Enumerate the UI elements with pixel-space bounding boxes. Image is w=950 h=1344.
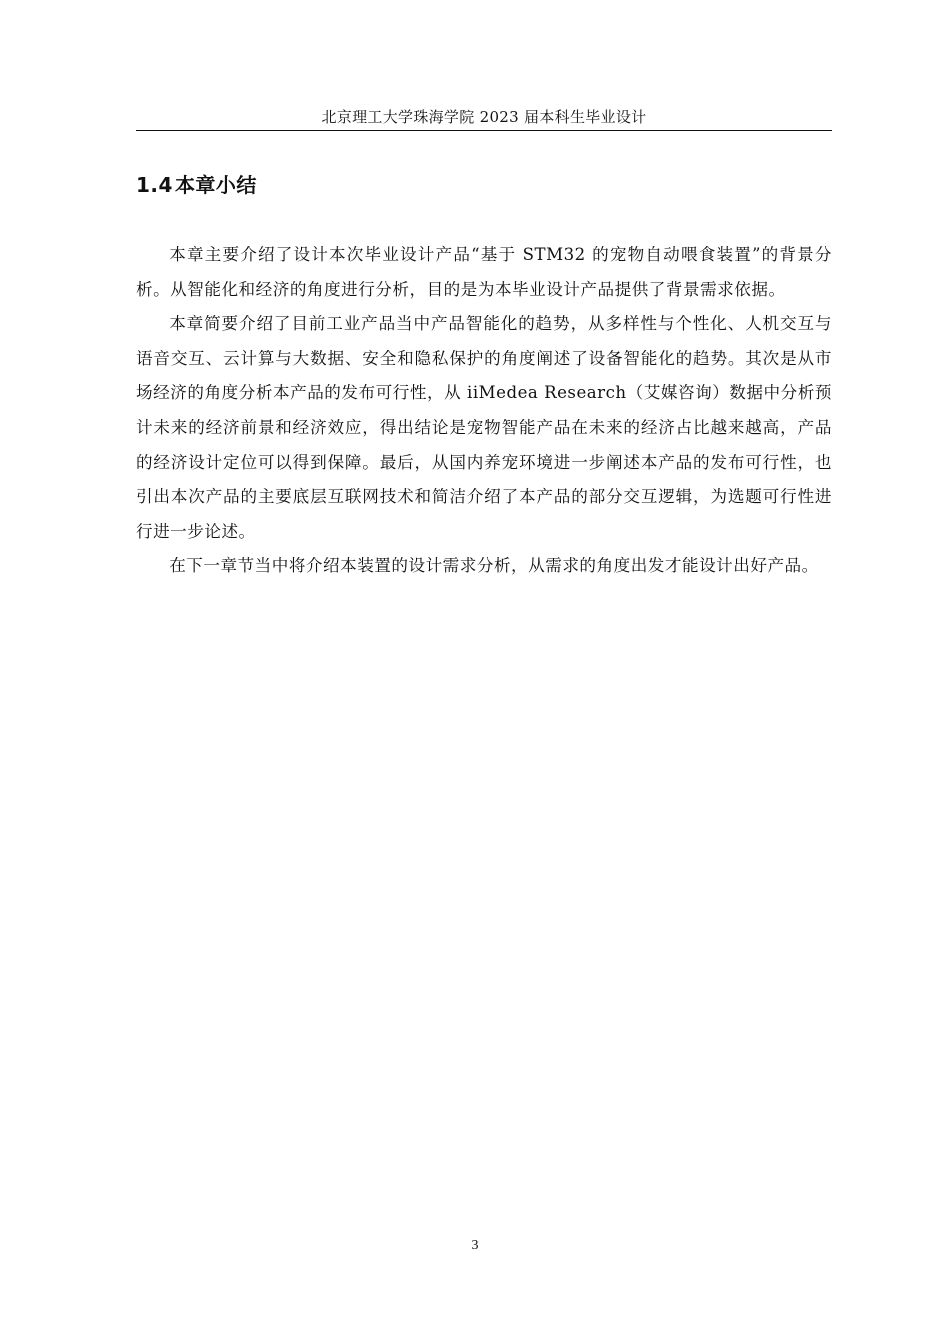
header-divider — [136, 130, 832, 131]
section-title: 本章小结 — [174, 173, 257, 197]
section-heading — [136, 171, 257, 199]
paragraph: 在下一章节当中将介绍本装置的设计需求分析，从需求的角度出发才能设计出好产品。 — [169, 556, 819, 576]
section-number: 1.4 — [136, 173, 173, 197]
paragraph: 本章简要介绍了目前工业产品当中产品智能化的趋势，从多样性与个性化、人机交互与语音交互、云计算与大数据、安全和隐私保护的角度阐述了设备智能化的趋势。其次是从市场经济的角度分析本产品的发布可行性，从 iiMedea Research（艾媒咨询）数据中分析预计未来的经济前景和经济效应，得出结论是宠物智能产品在未来的经济占比越来越高，产品的经济设计定位可以得到保障。最后，从国内养宠环境进一步阐述本产品的发布可行性，也引出本次产品的主要底层互联网技术和简洁介绍了本产品的部分交互逻辑，为选题可行性进行进一步论述。 — [136, 314, 832, 541]
page-number: 3 — [471, 1238, 479, 1253]
running-header: 北京理工大学珠海学院 2023 届本科生毕业设计 — [321, 108, 647, 126]
body-text — [136, 238, 832, 584]
paragraph: 本章主要介绍了设计本次毕业设计产品“基于 STM32 的宠物自动喂食装置”的背景分析。从智能化和经济的角度进行分析，目的是为本毕业设计产品提供了背景需求依据。 — [136, 245, 832, 299]
